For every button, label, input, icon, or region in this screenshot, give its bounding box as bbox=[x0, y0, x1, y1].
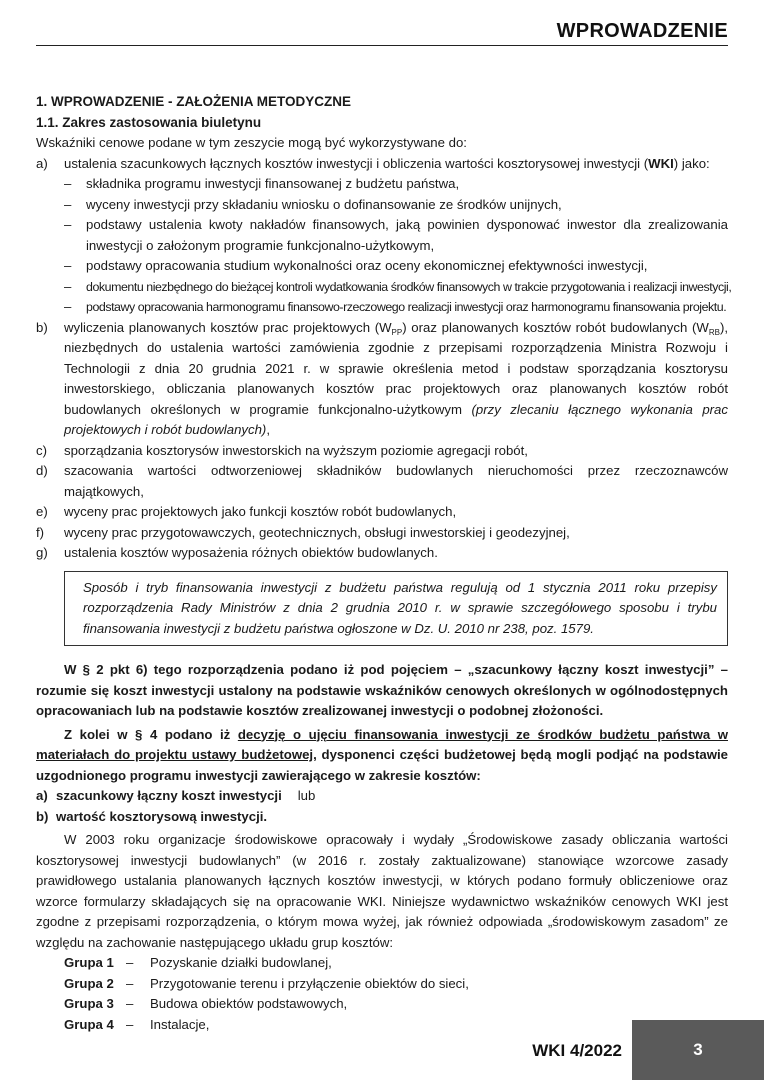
group-name: Grupa 1 bbox=[64, 955, 114, 970]
group-dash: – bbox=[126, 955, 134, 970]
group-row bbox=[36, 1015, 728, 1036]
list-marker: d) bbox=[36, 463, 48, 478]
list-marker: f) bbox=[36, 524, 45, 540]
dash-item bbox=[36, 256, 728, 277]
dash-item bbox=[36, 174, 728, 195]
dash-marker: – bbox=[64, 299, 72, 314]
section-title: 1. WPROWADZENIE - ZAŁOŻENIA METODYCZNE bbox=[36, 94, 352, 109]
item-b-text: ) oraz planowanych kosztów robót budowlanych (W bbox=[402, 319, 709, 335]
subscript-pp: PP bbox=[391, 327, 403, 337]
dash-item bbox=[36, 195, 728, 216]
list-item-f bbox=[36, 523, 728, 544]
dash-text: wyceny inwestycji przy składaniu wniosku o dofinansowanie ze środków unijnych, bbox=[86, 196, 562, 212]
list-marker: g) bbox=[36, 545, 48, 560]
group-name: Grupa 3 bbox=[64, 996, 114, 1011]
paragraph-3: W 2003 roku organizacje środowiskowe opracowały i wydały „Środowiskowe zasady obliczania wartości kosztorysowej inwestycji budowlanych” (w 2016 r. zostały zaktualizowane) stanowiące wzorcowe zasady prawidłowego ustalania planowanych łącznych kosztów inwestycji, w których podano formuły obliczeniowe oraz wzorce formularzy składających się na opracowanie WKI. Niniejsze wydawnictwo wskaźników cenowych WKI jest zgodne z przepisami rozporządzenia, o którym mowa wyżej, jak również odpowiada „środowiskowym zasadom” ze względu na zachowanie następującego układu grup kosztów: bbox=[36, 832, 728, 950]
header-rule bbox=[36, 45, 728, 46]
footer-issue-label: WKI 4/2022 bbox=[532, 1041, 622, 1060]
item-b-text: wyliczenia planowanych kosztów prac projektowych (W bbox=[64, 319, 392, 335]
item-a-text-end: ) jako: bbox=[673, 155, 710, 171]
dash-item bbox=[36, 277, 732, 298]
running-header: WPROWADZENIE bbox=[556, 20, 728, 42]
page-number-box bbox=[632, 1020, 764, 1080]
list-text: szacowania wartości odtworzeniowej składników budowlanych nieruchomości przez rzeczoznawców majątkowych, bbox=[64, 463, 728, 499]
group-row bbox=[36, 994, 728, 1015]
option-text: szacunkowy łączny koszt inwestycji bbox=[56, 788, 282, 803]
paragraph-2-text-end: , dysponenci części budżetowej będą mogli podjąć na podstawie uzgodnionego programu inwestycji zawierającego w zakresie kosztów: bbox=[36, 747, 728, 783]
option-marker: b) bbox=[36, 808, 49, 824]
paragraph-2-underlined: decyzję o ujęciu finansowania inwestycji ze środków budżetu państwa w materiałach do projektu ustawy budżetowej bbox=[36, 726, 728, 762]
group-row bbox=[36, 974, 728, 995]
group-dash: – bbox=[126, 1016, 134, 1032]
option-marker: a) bbox=[36, 788, 48, 803]
dash-text: składnika programu inwestycji finansowanej z budżetu państwa, bbox=[86, 176, 460, 191]
group-row bbox=[36, 953, 728, 974]
list-item-g bbox=[36, 543, 728, 564]
dash-list bbox=[36, 174, 732, 318]
group-dash: – bbox=[126, 975, 134, 991]
dash-text: podstawy opracowania studium wykonalności oraz oceny ekonomicznej efektywności inwestycji, bbox=[86, 258, 648, 273]
option-b bbox=[36, 807, 728, 828]
list-item-b bbox=[36, 318, 728, 441]
option-suffix: lub bbox=[297, 788, 316, 803]
dash-text: podstawy opracowania harmonogramu finansowo-rzeczowego realizacji inwestycji oraz harmonogramu finansowania projektu. bbox=[86, 300, 727, 314]
list-marker: e) bbox=[36, 504, 48, 519]
page-number: 3 bbox=[693, 1040, 703, 1059]
dash-marker: – bbox=[64, 278, 72, 294]
group-desc: Instalacje, bbox=[150, 1016, 210, 1032]
dash-text: dokumentu niezbędnego do bieżącej kontroli wydatkowania środków finansowych w trakcie przygotowania i realizacji inwestycji, bbox=[86, 279, 732, 294]
paragraph-2 bbox=[36, 725, 728, 787]
subsection-title: 1.1. Zakres zastosowania biuletynu bbox=[36, 114, 262, 130]
dash-marker: – bbox=[64, 196, 72, 212]
dash-marker: – bbox=[64, 217, 72, 232]
paragraph-2-text: Z kolei w § 4 podano iż bbox=[64, 726, 238, 742]
subscript-rb: RB bbox=[708, 327, 720, 337]
list-text: wyceny prac przygotowawczych, geotechnicznych, obsługi inwestorskiej i geodezyjnej, bbox=[64, 524, 570, 540]
item-a-bold: WKI bbox=[648, 155, 674, 171]
list-text: wyceny prac projektowych jako funkcji kosztów robót budowlanych, bbox=[64, 504, 457, 519]
group-name: Grupa 4 bbox=[64, 1016, 114, 1032]
list-item-a bbox=[36, 154, 728, 175]
item-a-text: ustalenia szacunkowych łącznych kosztów inwestycji i obliczenia wartości kosztorysowej inwestycji ( bbox=[64, 155, 649, 171]
dash-item bbox=[36, 297, 728, 318]
dash-text: podstawy ustalenia kwoty nakładów finansowych, jaką powinien dysponować inwestor dla zrealizowania inwestycji o założonym programie funkcjonalno-użytkowym, bbox=[86, 217, 728, 253]
item-b-italic: (przy zlecaniu łącznego wykonania prac projektowych i robót budowlanych) bbox=[64, 401, 728, 437]
dash-marker: – bbox=[64, 258, 72, 273]
list-item-e bbox=[36, 502, 728, 523]
cost-groups-list bbox=[36, 953, 728, 1035]
list-item-c bbox=[36, 441, 728, 462]
paragraph-1: W § 2 pkt 6) tego rozporządzenia podano iż pod pojęciem – „szacunkowy łączny koszt inwestycji” – rozumie się koszt inwestycji ustalony na podstawie wskaźników cenowych określonych w ogólnodostępnych opracowaniach lub na podstawie kosztów zrealizowanej inwestycji o podobnej złożoności. bbox=[36, 662, 728, 718]
option-text: wartość kosztorysową inwestycji. bbox=[56, 808, 268, 824]
option-a bbox=[36, 786, 728, 807]
group-desc: Budowa obiektów podstawowych, bbox=[150, 996, 348, 1011]
item-b-text-end: , bbox=[266, 422, 270, 437]
dash-marker: – bbox=[64, 176, 72, 191]
dash-item bbox=[36, 215, 728, 256]
group-dash: – bbox=[126, 996, 134, 1011]
group-desc: Przygotowanie terenu i przyłączenie obiektów do sieci, bbox=[150, 975, 469, 991]
main-content bbox=[36, 92, 732, 1035]
list-marker: b) bbox=[36, 319, 48, 335]
list-text: ustalenia kosztów wyposażenia różnych obiektów budowlanych. bbox=[64, 545, 438, 560]
item-b-text: ), niezbędnych do ustalenia wartości zamówienia zgodnie z przepisami rozporządzenia Ministra Rozwoju i Technologii z dnia 20 grudnia 2021 r. w sprawie określenia metod i podstaw sporządzania kosztorysu inwestorskiego, obliczania planowanych kosztów prac projektowych oraz planowanych kosztów robót budowlanych określonych w programie funkcjonalno-użytkowym bbox=[64, 319, 728, 417]
group-name: Grupa 2 bbox=[64, 975, 114, 991]
list-marker: c) bbox=[36, 442, 47, 458]
list-text: sporządzania kosztorysów inwestorskich na wyższym poziomie agregacji robót, bbox=[64, 442, 528, 458]
group-desc: Pozyskanie działki budowlanej, bbox=[150, 955, 332, 970]
intro-text: Wskaźniki cenowe podane w tym zeszycie mogą być wykorzystywane do: bbox=[36, 135, 467, 150]
list-item-d bbox=[36, 461, 728, 502]
legal-note-box: Sposób i tryb finansowania inwestycji z budżetu państwa regulują od 1 stycznia 2011 roku przepisy rozporządzenia Rady Ministrów z dnia 2 grudnia 2010 r. w sprawie szczegółowego sposobu i trybu finansowania inwestycji z budżetu państwa ogłoszone w Dz. U. 2010 nr 238, poz. 1579. bbox=[64, 571, 728, 647]
list-marker: a) bbox=[36, 155, 48, 171]
